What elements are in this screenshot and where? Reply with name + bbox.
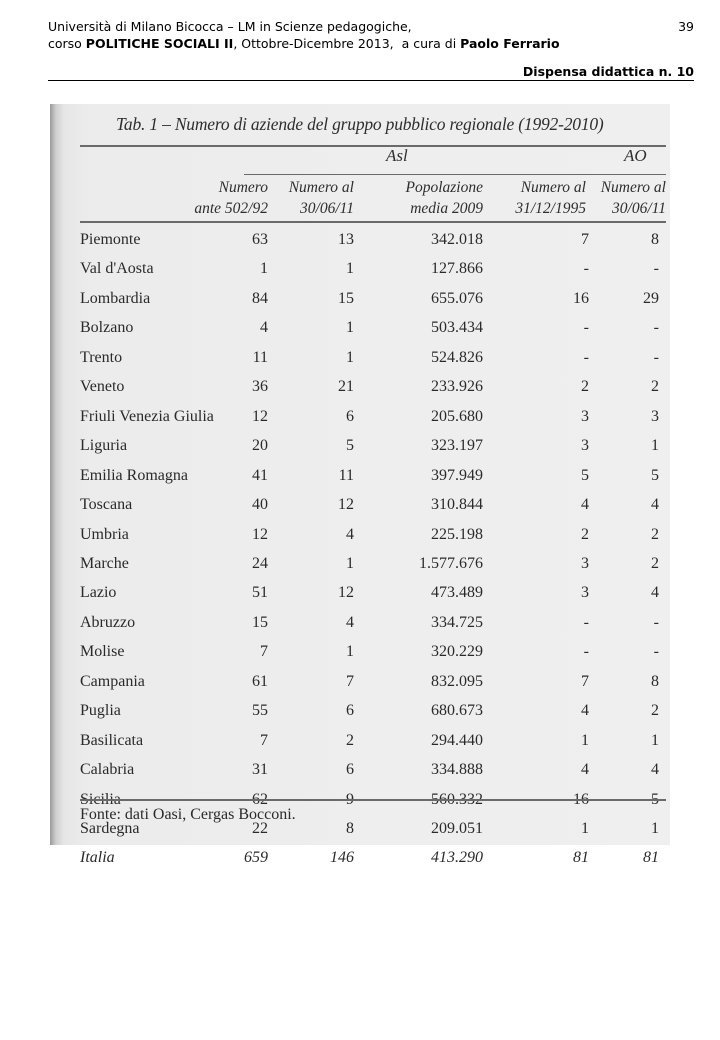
cell-asl-2011: 7 xyxy=(346,672,354,690)
cell-ao-2011: 8 xyxy=(651,672,659,690)
table-row xyxy=(50,349,670,379)
cell-ao-1995: 3 xyxy=(581,407,589,425)
course-name: POLITICHE SOCIALI II xyxy=(85,36,234,51)
cell-asl-ante: 63 xyxy=(252,231,268,248)
table-row xyxy=(50,761,670,791)
table-row xyxy=(50,526,670,556)
group-header-ao: AO xyxy=(624,146,647,165)
cell-region: Toscana xyxy=(80,496,133,514)
cell-asl-2011: 21 xyxy=(338,378,354,396)
cell-asl-ante: 1 xyxy=(260,260,268,278)
cell-ao-2011: - xyxy=(653,319,659,337)
dispensa-label: Dispensa didattica n. 10 xyxy=(522,64,694,79)
table-row xyxy=(50,260,670,290)
table-row xyxy=(50,231,670,261)
cell-ao-2011: - xyxy=(653,260,659,278)
cell-ao-2011: - xyxy=(653,348,659,366)
cell-region: Trento xyxy=(80,348,123,366)
header-divider xyxy=(48,80,694,81)
cell-region: Veneto xyxy=(80,378,125,396)
cell-ao-1995: 3 xyxy=(581,584,589,602)
cell-ao-1995: 2 xyxy=(581,378,589,396)
cell-asl-ante: 55 xyxy=(252,702,268,720)
cell-asl-ante: 84 xyxy=(252,289,268,307)
author-name: Paolo Ferrario xyxy=(460,36,560,51)
cell-population: 832.095 xyxy=(431,672,483,690)
cell-population: 1.577.676 xyxy=(419,554,483,572)
cell-population: 209.051 xyxy=(431,820,483,837)
cell-ao-1995: 1 xyxy=(581,731,589,749)
cell-region: Molise xyxy=(80,643,125,661)
cell-ao-2011: - xyxy=(653,643,659,661)
cell-ao-2011: 4 xyxy=(651,584,659,602)
cell-ao-2011: 2 xyxy=(651,702,659,720)
cell-ao-1995: 16 xyxy=(573,289,589,307)
cell-asl-ante: 41 xyxy=(252,466,268,484)
table-source-note: Fonte: dati Oasi, Cergas Bocconi. xyxy=(80,806,296,823)
table-row xyxy=(50,467,670,497)
cell-ao-1995: - xyxy=(583,613,589,631)
cell-asl-ante: 51 xyxy=(252,584,268,602)
cell-population: 473.489 xyxy=(431,584,483,602)
cell-population: 334.725 xyxy=(431,613,483,631)
table-row xyxy=(50,732,670,762)
cell-ao-2011: 2 xyxy=(651,554,659,572)
cell-population: 342.018 xyxy=(431,231,483,248)
cell-asl-2011: 5 xyxy=(346,437,354,455)
cell-population: 205.680 xyxy=(431,407,483,425)
table-row xyxy=(50,820,670,850)
cell-asl-2011: 1 xyxy=(346,260,354,278)
cell-region: Calabria xyxy=(80,761,135,779)
table-title: Tab. 1 – Numero di aziende del gruppo pubblico regionale (1992-2010) xyxy=(116,114,604,134)
cell-asl-2011: 1 xyxy=(346,348,354,366)
cell-ao-1995: - xyxy=(583,643,589,661)
cell-asl-2011: 1 xyxy=(346,554,354,572)
cell-region: Campania xyxy=(80,672,145,690)
cell-population: 413.290 xyxy=(431,849,483,867)
cell-asl-2011: 2 xyxy=(346,731,354,749)
cell-population: 310.844 xyxy=(431,496,483,514)
cell-ao-1995: 4 xyxy=(581,702,589,720)
cell-ao-2011: 5 xyxy=(651,790,659,808)
cell-asl-ante: 11 xyxy=(252,348,268,366)
cell-region: Lombardia xyxy=(80,289,151,307)
column-header-asl-ante: Numero ante 502/92 xyxy=(194,179,268,217)
cell-ao-1995: 1 xyxy=(581,820,589,837)
table-row xyxy=(50,643,670,673)
cell-asl-ante: 12 xyxy=(252,407,268,425)
cell-ao-2011: 1 xyxy=(651,731,659,749)
cell-asl-ante: 62 xyxy=(252,790,268,808)
cell-asl-ante: 4 xyxy=(260,319,268,337)
table-row xyxy=(50,614,670,644)
cell-region: Italia xyxy=(80,849,115,867)
table-row xyxy=(50,673,670,703)
cell-region: Friuli Venezia Giulia xyxy=(80,407,214,425)
cell-population: 503.434 xyxy=(431,319,483,337)
cell-population: 334.888 xyxy=(431,761,483,779)
cell-ao-1995: - xyxy=(583,348,589,366)
cell-ao-2011: 29 xyxy=(643,289,659,307)
page-number: 39 xyxy=(678,19,694,34)
header-course-prefix: corso xyxy=(48,36,86,51)
cell-asl-2011: 8 xyxy=(346,820,354,837)
cell-population: 560.332 xyxy=(431,790,483,808)
table-row xyxy=(50,496,670,526)
cell-asl-ante: 20 xyxy=(252,437,268,455)
cell-population: 225.198 xyxy=(431,525,483,543)
column-header-ao-2011: Numero al 30/06/11 xyxy=(600,179,666,217)
table-row xyxy=(50,437,670,467)
cell-region: Val d'Aosta xyxy=(80,260,154,278)
cell-region: Marche xyxy=(80,554,129,572)
table-row xyxy=(50,290,670,320)
cell-ao-1995: 4 xyxy=(581,496,589,514)
cell-region: Emilia Romagna xyxy=(80,466,188,484)
cell-ao-1995: 7 xyxy=(581,672,589,690)
table-row xyxy=(50,555,670,585)
cell-population: 233.926 xyxy=(431,378,483,396)
column-header-population: Popolazione media 2009 xyxy=(405,179,483,217)
cell-ao-2011: 4 xyxy=(651,496,659,514)
header-line-1: Università di Milano Bicocca – LM in Scienze pedagogiche, xyxy=(48,19,412,34)
cell-population: 397.949 xyxy=(431,466,483,484)
cell-ao-1995: 3 xyxy=(581,437,589,455)
cell-asl-2011: 6 xyxy=(346,761,354,779)
table-bottom-rule xyxy=(80,799,666,801)
cell-ao-1995: 16 xyxy=(573,790,589,808)
cell-asl-2011: 13 xyxy=(338,231,354,248)
cell-population: 680.673 xyxy=(431,702,483,720)
cell-asl-2011: 12 xyxy=(338,584,354,602)
header-course-middle: , Ottobre-Dicembre 2013, a cura di xyxy=(233,36,461,51)
page-header xyxy=(48,18,694,79)
cell-ao-1995: 3 xyxy=(581,554,589,572)
cell-region: Bolzano xyxy=(80,319,134,337)
table-row xyxy=(50,702,670,732)
cell-ao-1995: - xyxy=(583,260,589,278)
cell-ao-1995: 4 xyxy=(581,761,589,779)
cell-asl-2011: 146 xyxy=(330,849,354,867)
cell-asl-2011: 4 xyxy=(346,525,354,543)
column-header-asl-2011: Numero al 30/06/11 xyxy=(288,179,354,217)
cell-population: 127.866 xyxy=(431,260,483,278)
cell-ao-1995: 7 xyxy=(581,231,589,248)
table-row xyxy=(50,584,670,614)
cell-region: Piemonte xyxy=(80,231,141,248)
cell-ao-1995: 5 xyxy=(581,466,589,484)
cell-region: Abruzzo xyxy=(80,613,136,631)
cell-region: Lazio xyxy=(80,584,117,602)
cell-ao-2011: 4 xyxy=(651,761,659,779)
cell-ao-1995: 2 xyxy=(581,525,589,543)
cell-asl-2011: 12 xyxy=(338,496,354,514)
header-bottom-rule xyxy=(80,221,666,223)
cell-ao-2011: 8 xyxy=(651,231,659,248)
cell-asl-ante: 7 xyxy=(260,731,268,749)
cell-ao-2011: 2 xyxy=(651,378,659,396)
cell-ao-2011: 1 xyxy=(651,820,659,837)
scanned-table-image xyxy=(50,104,670,867)
cell-ao-2011: - xyxy=(653,613,659,631)
cell-asl-2011: 6 xyxy=(346,702,354,720)
cell-ao-2011: 2 xyxy=(651,525,659,543)
cell-ao-2011: 3 xyxy=(651,407,659,425)
cell-asl-ante: 22 xyxy=(252,820,268,837)
cell-ao-1995: - xyxy=(583,319,589,337)
cell-population: 524.826 xyxy=(431,348,483,366)
column-header-ao-1995: Numero al 31/12/1995 xyxy=(515,179,586,217)
table-row-total xyxy=(50,849,670,879)
cell-region: Puglia xyxy=(80,702,121,720)
table-row xyxy=(50,319,670,349)
cell-region: Sicilia xyxy=(80,790,121,808)
cell-asl-2011: 4 xyxy=(346,613,354,631)
cell-ao-1995: 81 xyxy=(573,849,589,867)
cell-population: 294.440 xyxy=(431,731,483,749)
table-row xyxy=(50,378,670,408)
cell-asl-ante: 659 xyxy=(244,849,268,867)
cell-ao-2011: 5 xyxy=(651,466,659,484)
cell-asl-ante: 12 xyxy=(252,525,268,543)
cell-population: 320.229 xyxy=(431,643,483,661)
cell-region: Umbria xyxy=(80,525,129,543)
table-top-rule xyxy=(80,145,666,147)
cell-asl-ante: 15 xyxy=(252,613,268,631)
cell-asl-2011: 1 xyxy=(346,643,354,661)
cell-region: Basilicata xyxy=(80,731,144,749)
cell-asl-2011: 9 xyxy=(346,790,354,808)
cell-asl-ante: 31 xyxy=(252,761,268,779)
cell-region: Liguria xyxy=(80,437,128,455)
group-header-rule xyxy=(244,174,666,175)
cell-asl-2011: 15 xyxy=(338,289,354,307)
cell-ao-2011: 81 xyxy=(643,849,659,867)
table-row xyxy=(50,408,670,438)
cell-asl-2011: 6 xyxy=(346,407,354,425)
cell-asl-2011: 1 xyxy=(346,319,354,337)
cell-asl-ante: 24 xyxy=(252,554,268,572)
cell-asl-ante: 36 xyxy=(252,378,268,396)
header-line-2 xyxy=(48,35,694,52)
cell-region: Sardegna xyxy=(80,820,140,837)
cell-asl-ante: 61 xyxy=(252,672,268,690)
cell-population: 323.197 xyxy=(431,437,483,455)
cell-asl-ante: 7 xyxy=(260,643,268,661)
cell-ao-2011: 1 xyxy=(651,437,659,455)
cell-population: 655.076 xyxy=(431,289,483,307)
group-header-asl: Asl xyxy=(386,146,408,165)
cell-asl-2011: 11 xyxy=(338,466,354,484)
cell-asl-ante: 40 xyxy=(252,496,268,514)
